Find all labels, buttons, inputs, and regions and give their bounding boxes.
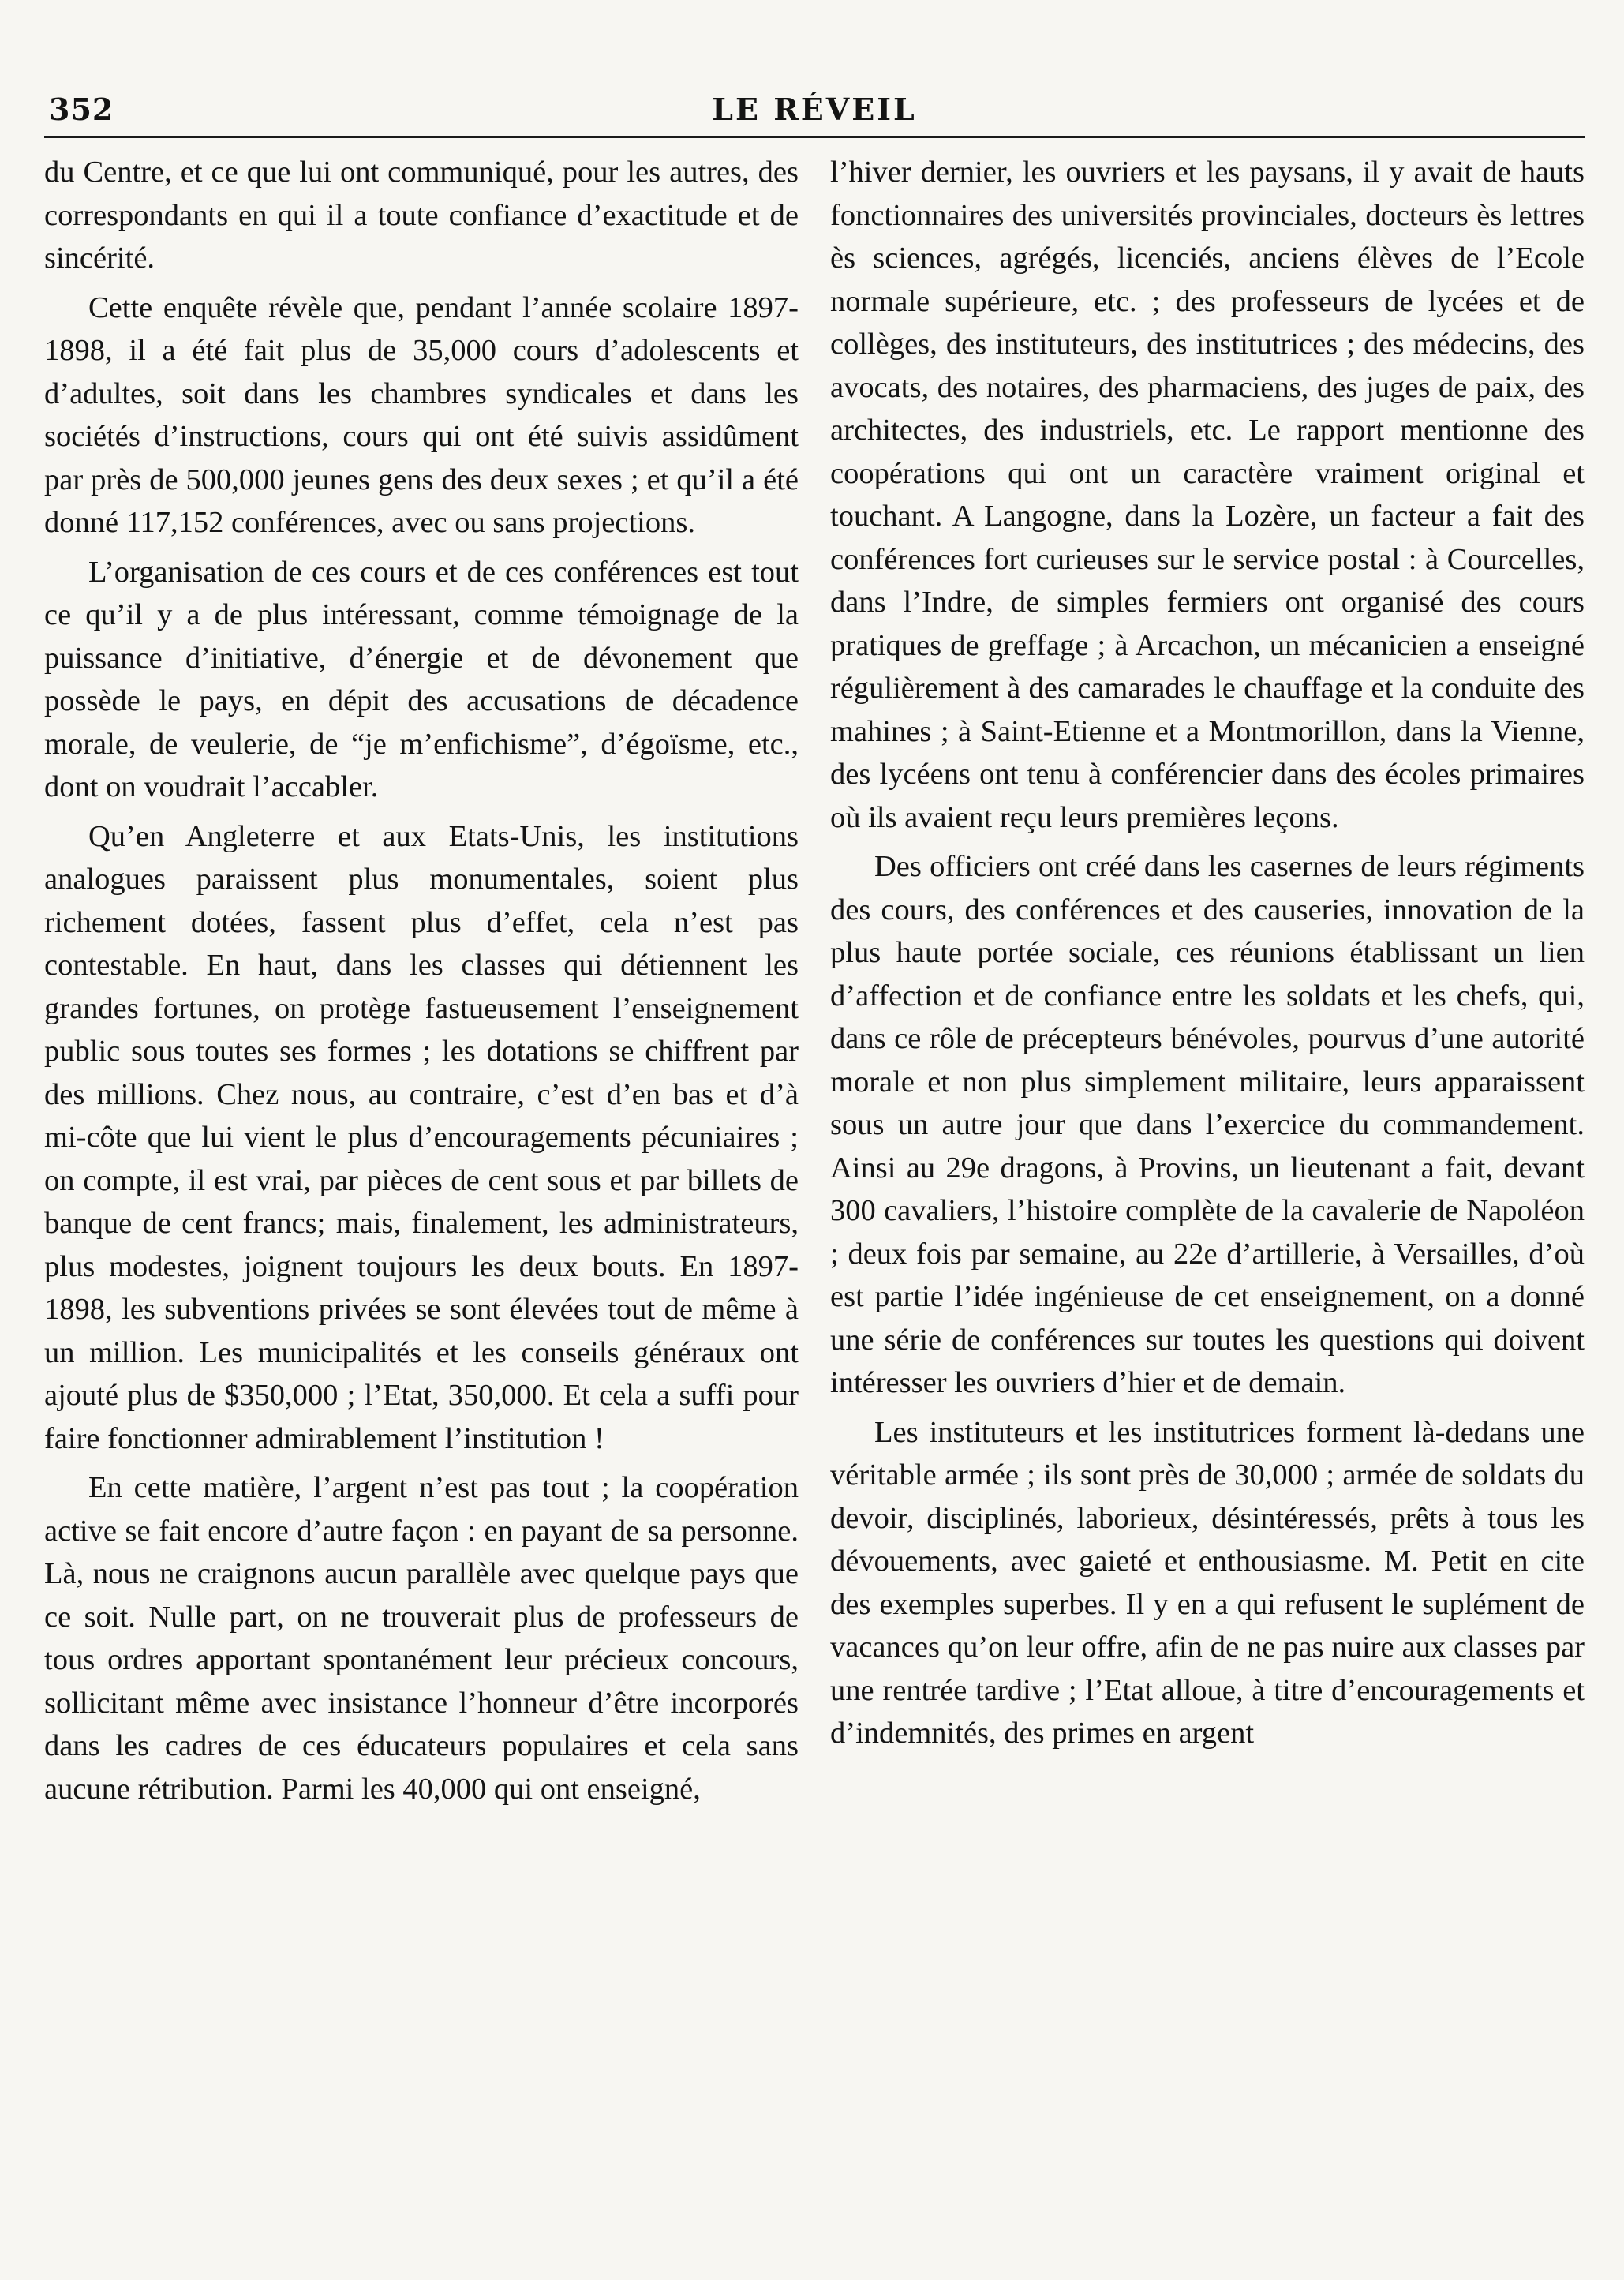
paragraph: Des officiers ont créé dans les casernes de leurs régiments des cours, des conférences et des causeries, innovation de la plus haute portée sociale, ces réunions établissant un lien d’affection et de confiance entre les soldats et les chefs, qui, dans ce rôle de précepteurs bénévoles, pourvus d’une autorité morale et non plus simplement militaire, leurs apparaissent sous un autre jour que dans l’exercice du commandement. Ainsi au 29e dragons, à Provins, un lieutenant a fait, devant 300 cavaliers, l’histoire complète de la cavalerie de Napoléon ; deux fois par semaine, au 22e d’artillerie, à Versailles, d’où est partie l’idée ingénieuse de cet enseignement, on a donné une série de conférences sur toutes les questions qui doivent intéresser les ouvriers d’hier et de demain. (830, 850, 1585, 1399)
page-header (44, 82, 1585, 131)
text-columns (44, 151, 1585, 1817)
header-rule (44, 136, 1585, 138)
paragraph: l’hiver dernier, les ouvriers et les paysans, il y avait de hauts fonctionnaires des universités provinciales, docteurs ès lettres ès sciences, agrégés, licenciés, anciens élèves de l’Ecole normale supérieure, etc. ; des professeurs de lycées et de collèges, des instituteurs, des institutrices ; des médecins, des avocats, des notaires, des pharmaciens, des juges de paix, des architectes, des industriels, etc. Le rapport mentionne des coopérations qui ont un caractère vraiment original et touchant. A Langogne, dans la Lozère, un facteur a fait des conférences fort curieuses sur le service postal : à Courcelles, dans l’Indre, de simples fermiers ont organisé des cours pratiques de greffage ; à Arcachon, un mécanicien a enseigné régulièrement à des camarades le chauffage et la conduite des mahines ; à Saint-Etienne et a Montmorillon, dans la Vienne, des lycéens ont tenu à conférencier dans des écoles primaires où ils avaient reçu leurs premières leçons. (830, 155, 1585, 834)
paragraph: Qu’en Angleterre et aux Etats-Unis, les institutions analogues paraissent plus monumentales, soient plus richement dotées, fassent plus d’effet, cela n’est pas contestable. En haut, dans les classes qui détiennent les grandes fortunes, on protège fastueusement l’enseignement public sous toutes ses formes ; les dotations se chiffrent par des millions. Chez nous, au contraire, c’est d’en bas et d’à mi-côte que lui vient le plus d’encouragements pécuniaires ; on compte, il est vrai, par pièces de cent sous et par billets de banque de cent francs; mais, finalement, les administrateurs, plus modestes, joignent toujours les deux bouts. En 1897-1898, les subventions privées se sont élevées tout de même à un million. Les municipalités et les conseils généraux ont ajouté plus de $350,000 ; l’Etat, 350,000. Et cela a suffi pour faire fonctionner admirablement l’institution ! (44, 819, 799, 1455)
running-title: LE RÉVEIL (712, 92, 917, 127)
paragraph: du Centre, et ce que lui ont communiqué, pour les autres, des correspondants en qui il a toute confiance d’exactitude et de sincérité. (44, 155, 799, 275)
paragraph: Cette enquête révèle que, pendant l’année scolaire 1897-1898, il a été fait plus de 35,000 cours d’adolescents et d’adultes, soit dans les chambres syndicales et dans les sociétés d’instructions, cours qui ont été suivis assidûment par près de 500,000 jeunes gens des deux sexes ; et qu’il a été donné 117,152 conférences, avec ou sans projections. (44, 290, 799, 539)
page-number: 352 (49, 92, 114, 127)
paragraph: En cette matière, l’argent n’est pas tout ; la coopération active se fait encore d’autre façon : en payant de sa personne. Là, nous ne craignons aucun parallèle avec quelque pays que ce soit. Nulle part, on ne trouverait plus de professeurs de tous ordres apportant spontanément leur précieux concours, sollicitant même avec insistance l’honneur d’être incorporés dans les cadres de ces éducateurs populaires et cela sans aucune rétribution. Parmi les 40,000 qui ont enseigné, (44, 1471, 799, 1806)
paragraph: L’organisation de ces cours et de ces conférences est tout ce qu’il y a de plus intéressant, comme témoignage de la puissance d’initiative, d’énergie et de dévonement que possède le pays, en dépit des accusations de décadence morale, de veulerie, de “je m’enfichisme”, d’égoïsme, etc., dont on voudrait l’accabler. (44, 555, 799, 803)
right-column (830, 151, 1585, 1817)
paragraph: Les instituteurs et les institutrices forment là-dedans une véritable armée ; ils sont près de 30,000 ; armée de soldats du devoir, disciplinés, laborieux, désintéressés, prêts à tous les dévouements, avec gaieté et enthousiasme. M. Petit en cite des exemples superbes. Il y en a qui refusent le suplément de vacances qu’on leur offre, afin de ne pas nuire aux classes par une rentrée tardive ; l’Etat alloue, à titre d’encouragements et d’indemnités, des primes en argent (830, 1415, 1585, 1750)
left-column (44, 151, 799, 1817)
